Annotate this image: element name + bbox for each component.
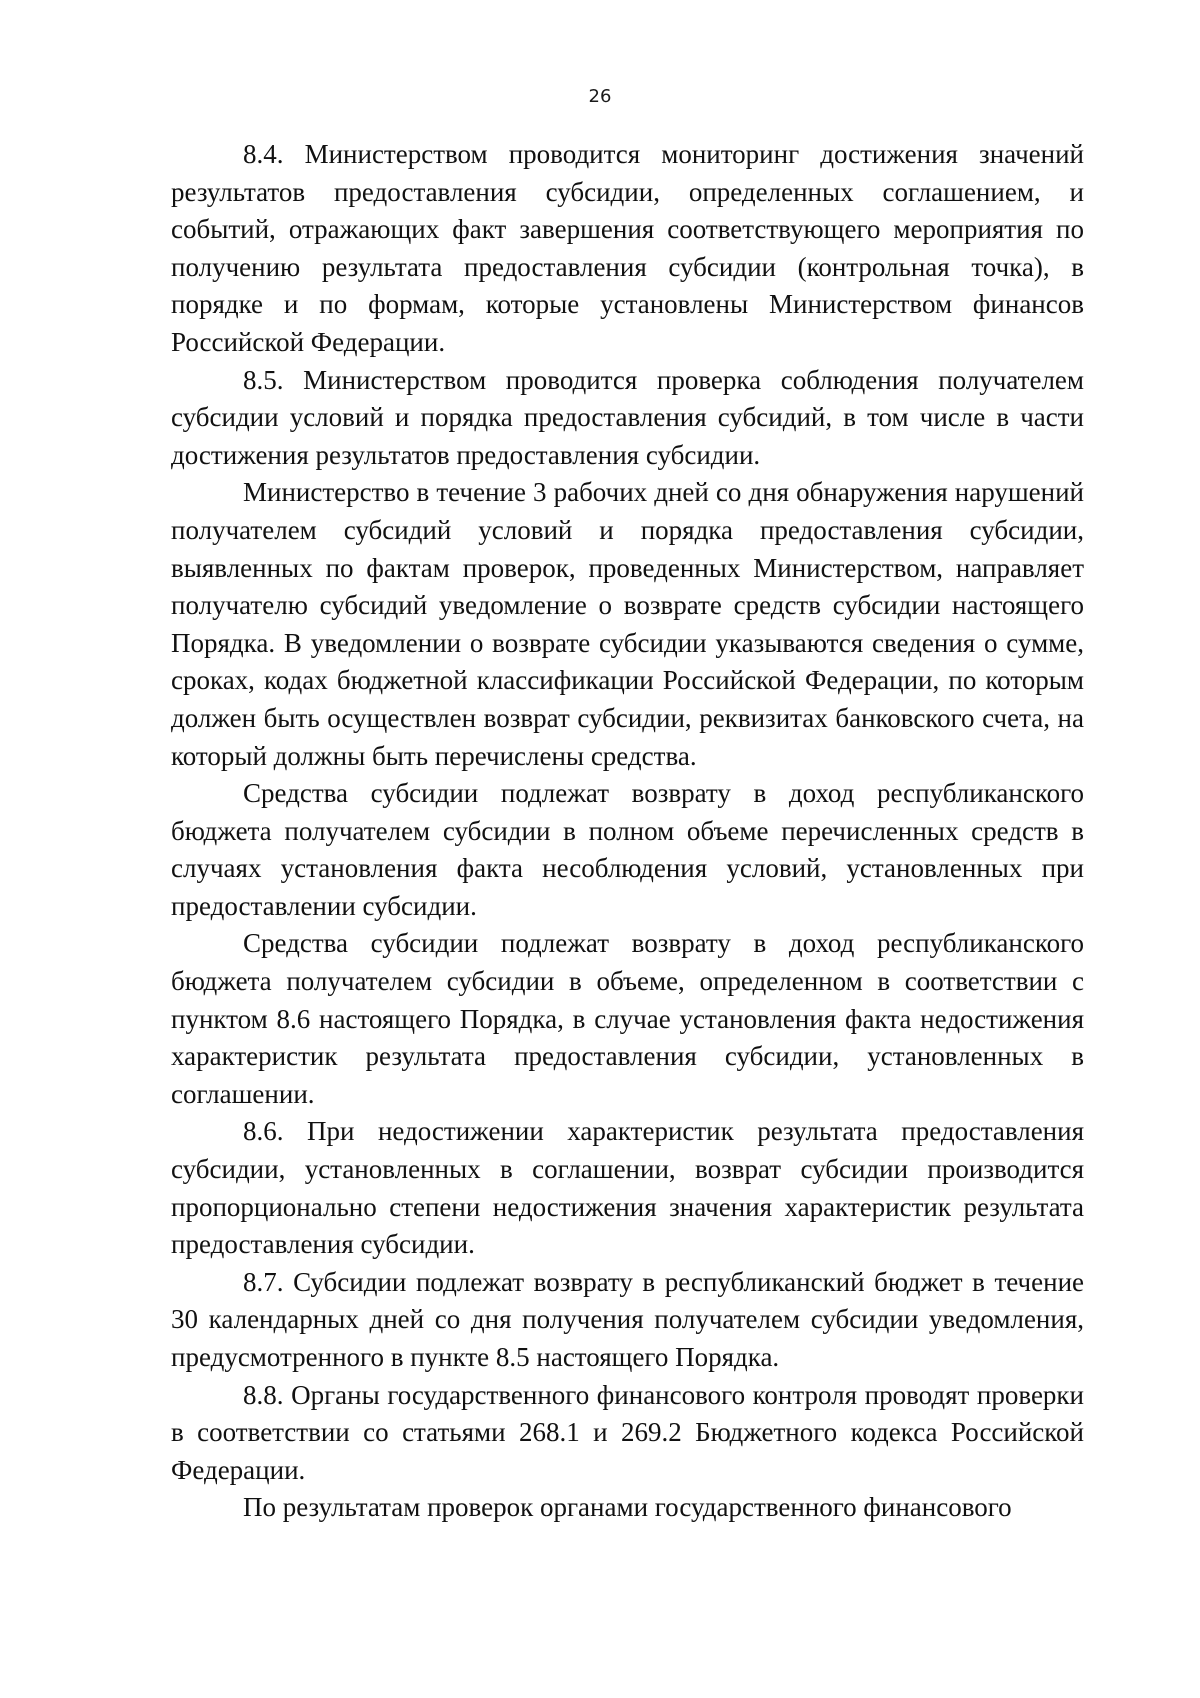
- page-number: 26: [588, 86, 612, 107]
- paragraph-8-8: 8.8. Органы государственного финансового контроля проводят проверки в соответствии со статьями 268.1 и 269.2 Бюджетного кодекса Российской Федерации.: [171, 1379, 1084, 1485]
- paragraph-full-refund: Средства субсидии подлежат возврату в доход республиканского бюджета получателем субсидии в полном объеме перечисленных средств в случаях установления факта несоблюдения условий, установленных при предоставлении субсидии.: [171, 778, 1084, 921]
- paragraph-8-5: 8.5. Министерством проводится проверка соблюдения получателем субсидии условий и порядка предоставления субсидий, в том числе в части достижения результатов предоставления субсидии.: [171, 364, 1084, 470]
- paragraph-8-7: 8.7. Субсидии подлежат возврату в республиканский бюджет в течение 30 календарных дней со дня получения получателем субсидии уведомления, предусмотренного в пункте 8.5 настоящего Порядка.: [171, 1266, 1084, 1372]
- paragraph-ministry-notice: Министерство в течение 3 рабочих дней со дня обнаружения нарушений получателем субсидий условий и порядка предоставления субсидии, выявленных по фактам проверок, проведенных Министерством, направляет получателю субсидий уведомление о возврате средств субсидии настоящего Порядка. В уведомлении о возврате субсидии указываются сведения о сумме, сроках, кодах бюджетной классификации Российской Федерации, по которым должен быть осуществлен возврат субсидии, реквизитах банковского счета, на который должны быть перечислены средства.: [171, 477, 1084, 771]
- document-body: [171, 136, 1084, 1527]
- paragraph-partial-refund: Средства субсидии подлежат возврату в доход республиканского бюджета получателем субсидии в объеме, определенном в соответствии с пунктом 8.6 настоящего Порядка, в случае установления факта недостижения характеристик результата предоставления субсидии, установленных в соглашении.: [171, 928, 1084, 1109]
- paragraph-8-6: 8.6. При недостижении характеристик результата предоставления субсидии, установленных в соглашении, возврат субсидии производится пропорционально степени недостижения значения характеристик результата предоставления субсидии.: [171, 1116, 1084, 1260]
- paragraph-inspection-results: По результатам проверок органами государственного финансового: [243, 1492, 1012, 1523]
- paragraph-8-4: 8.4. Министерством проводится мониторинг достижения значений результатов предоставления субсидии, определенных соглашением, и событий, отражающих факт завершения соответствующего мероприятия по получению результата предоставления субсидии (контрольная точка), в порядке и по формам, которые установлены Министерством финансов Российской Федерации.: [171, 139, 1084, 357]
